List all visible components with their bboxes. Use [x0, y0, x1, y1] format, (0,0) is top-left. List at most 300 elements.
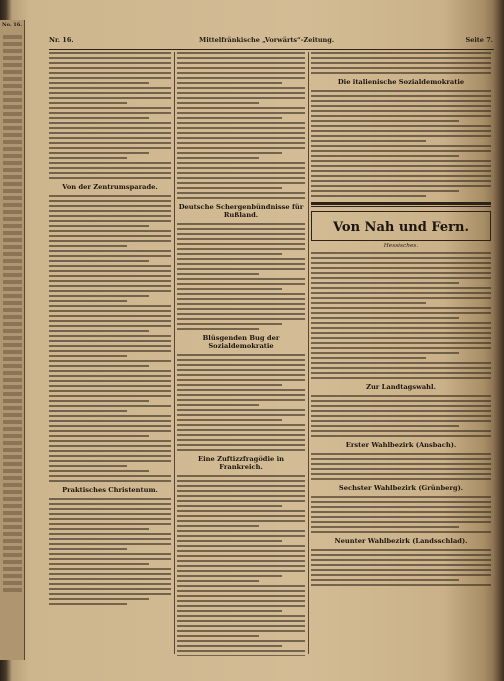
- text-line: [177, 520, 305, 522]
- text-line: [311, 175, 491, 177]
- previous-page-edge: [0, 20, 25, 660]
- headline-sozialdemokratie: Blüsgenden Bug der Sozialdemokratie: [202, 334, 280, 350]
- text-line: [177, 480, 305, 482]
- text-line: [3, 518, 22, 522]
- section-banner: [311, 211, 491, 241]
- text-line: [311, 559, 491, 561]
- text-line: [49, 543, 171, 545]
- text-line: [177, 132, 305, 134]
- page-curl-shadow: [494, 0, 504, 681]
- article-text: [311, 496, 491, 533]
- text-line: [177, 303, 305, 305]
- text-line: [3, 511, 22, 515]
- text-line: [3, 329, 22, 333]
- text-line: [49, 598, 149, 600]
- text-line: [49, 583, 171, 585]
- text-line: [3, 287, 22, 291]
- text-line: [177, 258, 305, 260]
- text-line: [3, 259, 22, 263]
- text-line: [177, 510, 305, 512]
- text-line: [177, 384, 282, 386]
- text-line: [311, 458, 491, 460]
- text-line: [3, 490, 22, 494]
- text-line: [311, 453, 491, 455]
- headline-italienische-sozialdemokratie: Die italienische Sozialdemokratie: [337, 78, 465, 86]
- text-line: [49, 137, 171, 139]
- text-line: [177, 308, 305, 310]
- text-line: [177, 77, 305, 79]
- text-line: [311, 307, 491, 309]
- headline-neunter-wahlbezirk: Neunter Wahlbezirk (Landsschlad).: [334, 537, 468, 545]
- text-line: [49, 455, 171, 457]
- text-line: [177, 187, 282, 189]
- text-line: [3, 504, 22, 508]
- text-line: [49, 573, 171, 575]
- text-line: [177, 610, 282, 612]
- text-line: [3, 77, 22, 81]
- text-line: [49, 210, 171, 212]
- text-line: [49, 518, 171, 520]
- text-line: [49, 152, 149, 154]
- text-line: [49, 305, 171, 307]
- text-line: [177, 419, 282, 421]
- text-line: [3, 539, 22, 543]
- newspaper-page: [27, 14, 497, 664]
- text-line: [3, 126, 22, 130]
- text-line: [49, 310, 171, 312]
- text-line: [177, 535, 305, 537]
- text-line: [311, 496, 491, 498]
- text-line: [177, 233, 305, 235]
- text-line: [3, 483, 22, 487]
- text-line: [177, 87, 305, 89]
- text-line: [311, 425, 459, 427]
- article-text: [311, 549, 491, 586]
- column-divider: [174, 52, 175, 654]
- text-line: [49, 355, 127, 357]
- text-line: [177, 102, 259, 104]
- text-line: [177, 323, 282, 325]
- text-line: [311, 574, 491, 576]
- text-line: [311, 435, 491, 437]
- text-line: [3, 175, 22, 179]
- text-line: [3, 84, 22, 88]
- text-line: [177, 293, 305, 295]
- text-line: [49, 290, 171, 292]
- text-line: [177, 117, 282, 119]
- text-line: [3, 413, 22, 417]
- text-line: [3, 476, 22, 480]
- text-line: [3, 70, 22, 74]
- text-line: [49, 523, 171, 525]
- column-3: [311, 52, 491, 656]
- text-line: [177, 505, 282, 507]
- text-line: [177, 268, 305, 270]
- text-line: [177, 490, 305, 492]
- article-text: [311, 252, 491, 379]
- text-line: [49, 240, 171, 242]
- text-line: [177, 399, 305, 401]
- text-line: [49, 320, 171, 322]
- text-line: [49, 568, 171, 570]
- text-line: [49, 445, 171, 447]
- text-line: [3, 315, 22, 319]
- article-text: [311, 453, 491, 480]
- section-rule: [311, 202, 491, 205]
- text-line: [3, 189, 22, 193]
- text-line: [177, 650, 305, 652]
- text-line: [177, 625, 305, 627]
- text-line: [3, 217, 22, 221]
- text-line: [311, 579, 459, 581]
- text-line: [311, 342, 491, 344]
- text-line: [3, 574, 22, 578]
- text-line: [49, 350, 171, 352]
- text-line: [3, 266, 22, 270]
- text-line: [3, 98, 22, 102]
- text-line: [177, 545, 305, 547]
- text-line: [311, 501, 491, 503]
- article-text: [311, 90, 491, 197]
- text-line: [311, 160, 491, 162]
- text-line: [177, 142, 305, 144]
- text-line: [311, 516, 491, 518]
- text-line: [177, 640, 305, 642]
- text-line: [49, 122, 171, 124]
- text-line: [49, 205, 171, 207]
- text-line: [177, 92, 305, 94]
- text-line: [177, 369, 305, 371]
- text-line: [177, 62, 305, 64]
- text-line: [49, 553, 171, 555]
- text-line: [311, 52, 491, 54]
- text-line: [49, 97, 171, 99]
- text-line: [311, 145, 491, 147]
- text-line: [3, 252, 22, 256]
- text-line: [49, 593, 171, 595]
- text-line: [49, 62, 171, 64]
- article-text: [177, 52, 305, 199]
- text-line: [3, 385, 22, 389]
- text-line: [177, 328, 259, 330]
- text-line: [311, 511, 491, 513]
- text-line: [177, 67, 305, 69]
- text-line: [311, 327, 491, 329]
- text-line: [3, 133, 22, 137]
- text-line: [311, 317, 459, 319]
- text-line: [177, 197, 305, 199]
- text-line: [311, 57, 491, 59]
- text-line: [3, 343, 22, 347]
- text-line: [3, 35, 22, 39]
- text-line: [49, 172, 171, 174]
- text-line: [49, 235, 171, 237]
- column-1: [49, 52, 171, 656]
- text-line: [49, 340, 171, 342]
- text-line: [177, 414, 305, 416]
- text-line: [311, 282, 459, 284]
- text-line: [177, 655, 305, 656]
- text-line: [311, 120, 459, 122]
- section-title-von-nah-und-fern: Von Nah und Fern.: [333, 220, 469, 235]
- text-line: [311, 135, 491, 137]
- text-line: [49, 435, 149, 437]
- text-line: [177, 570, 305, 572]
- text-line: [311, 180, 491, 182]
- text-line: [311, 569, 491, 571]
- text-line: [311, 150, 491, 152]
- text-line: [311, 267, 491, 269]
- text-line: [49, 72, 171, 74]
- page-header: [49, 36, 497, 48]
- text-line: [49, 465, 127, 467]
- text-line: [177, 475, 305, 477]
- text-line: [311, 262, 491, 264]
- text-line: [49, 200, 171, 202]
- text-line: [49, 167, 171, 169]
- text-line: [311, 352, 459, 354]
- text-line: [3, 560, 22, 564]
- text-line: [177, 82, 282, 84]
- text-line: [3, 532, 22, 536]
- text-line: [311, 105, 491, 107]
- text-line: [177, 404, 259, 406]
- text-line: [49, 87, 171, 89]
- text-line: [177, 364, 305, 366]
- text-line: [311, 170, 491, 172]
- text-line: [177, 550, 305, 552]
- column-2: [177, 52, 305, 656]
- text-line: [177, 585, 305, 587]
- text-line: [49, 603, 127, 605]
- text-line: [311, 257, 491, 259]
- text-line: [311, 277, 491, 279]
- text-line: [3, 105, 22, 109]
- text-line: [177, 525, 259, 527]
- text-line: [311, 90, 491, 92]
- text-line: [177, 238, 305, 240]
- text-line: [177, 359, 305, 361]
- text-line: [311, 357, 426, 359]
- text-line: [177, 318, 305, 320]
- text-line: [49, 52, 171, 54]
- text-line: [311, 155, 459, 157]
- text-line: [3, 336, 22, 340]
- text-line: [311, 322, 491, 324]
- text-line: [3, 154, 22, 158]
- text-line: [49, 415, 171, 417]
- text-line: [177, 620, 305, 622]
- text-line: [311, 367, 491, 369]
- text-line: [49, 475, 171, 477]
- text-line: [49, 563, 149, 565]
- text-line: [177, 354, 305, 356]
- article-text: [49, 498, 171, 605]
- text-line: [311, 100, 491, 102]
- text-line: [311, 415, 491, 417]
- text-line: [177, 605, 305, 607]
- text-line: [49, 588, 171, 590]
- text-line: [177, 635, 259, 637]
- text-line: [3, 245, 22, 249]
- text-line: [311, 405, 491, 407]
- text-line: [49, 285, 171, 287]
- text-line: [49, 450, 171, 452]
- text-line: [311, 332, 491, 334]
- text-line: [311, 410, 491, 412]
- text-line: [177, 515, 305, 517]
- subsection-hessisches: Hessisches.: [383, 243, 419, 249]
- text-line: [177, 192, 305, 194]
- text-line: [311, 521, 491, 523]
- text-line: [311, 526, 459, 528]
- text-line: [311, 195, 426, 197]
- text-line: [177, 57, 305, 59]
- text-line: [3, 301, 22, 305]
- text-line: [311, 252, 491, 254]
- text-line: [49, 480, 171, 482]
- text-line: [49, 558, 171, 560]
- text-line: [177, 495, 305, 497]
- text-line: [311, 125, 491, 127]
- text-line: [49, 250, 171, 252]
- text-line: [311, 287, 491, 289]
- text-line: [49, 533, 171, 535]
- text-line: [311, 564, 491, 566]
- text-line: [3, 56, 22, 60]
- text-line: [311, 297, 491, 299]
- text-line: [49, 360, 171, 362]
- text-line: [49, 265, 171, 267]
- text-line: [177, 389, 305, 391]
- text-line: [311, 506, 491, 508]
- text-line: [3, 434, 22, 438]
- text-line: [3, 161, 22, 165]
- text-line: [311, 468, 491, 470]
- text-line: [49, 390, 171, 392]
- previous-page-label: No. 16.: [2, 22, 22, 28]
- text-line: [49, 440, 171, 442]
- text-line: [49, 503, 171, 505]
- text-line: [3, 462, 22, 466]
- text-line: [3, 231, 22, 235]
- headline-sechster-wahlbezirk: Sechster Wahlbezirk (Grünberg).: [338, 484, 464, 492]
- text-line: [177, 228, 305, 230]
- text-line: [3, 203, 22, 207]
- headline-landtagswahl: Zur Landtagswahl.: [366, 383, 436, 391]
- column-divider: [308, 52, 309, 654]
- text-line: [49, 548, 127, 550]
- text-line: [177, 278, 305, 280]
- text-line: [177, 449, 305, 451]
- text-line: [311, 95, 491, 97]
- text-line: [311, 272, 491, 274]
- text-line: [177, 500, 305, 502]
- text-line: [3, 427, 22, 431]
- headline-erster-wahlbezirk: Erster Wahlbezirk (Ansbach).: [345, 441, 457, 449]
- text-line: [311, 312, 491, 314]
- text-line: [49, 400, 149, 402]
- text-line: [177, 444, 305, 446]
- text-line: [177, 122, 305, 124]
- text-line: [3, 308, 22, 312]
- text-line: [49, 538, 171, 540]
- text-line: [177, 565, 305, 567]
- text-line: [3, 49, 22, 53]
- text-line: [49, 528, 149, 530]
- text-line: [311, 478, 491, 480]
- text-line: [3, 182, 22, 186]
- text-line: [49, 77, 171, 79]
- text-line: [177, 152, 282, 154]
- text-line: [311, 549, 491, 551]
- text-line: [49, 330, 149, 332]
- text-line: [177, 379, 305, 381]
- text-line: [311, 190, 459, 192]
- text-line: [177, 263, 305, 265]
- text-line: [177, 600, 305, 602]
- text-line: [311, 372, 491, 374]
- text-line: [3, 553, 22, 557]
- text-line: [311, 72, 491, 74]
- text-line: [177, 374, 305, 376]
- text-line: [177, 157, 259, 159]
- text-line: [49, 385, 171, 387]
- text-line: [177, 52, 305, 54]
- text-line: [311, 554, 491, 556]
- text-line: [177, 112, 305, 114]
- text-line: [3, 378, 22, 382]
- text-line: [49, 370, 171, 372]
- text-line: [177, 580, 259, 582]
- text-line: [49, 380, 171, 382]
- text-line: [3, 588, 22, 592]
- text-line: [3, 294, 22, 298]
- text-line: [49, 410, 127, 412]
- text-line: [3, 420, 22, 424]
- text-line: [49, 513, 171, 515]
- text-line: [311, 531, 491, 533]
- text-line: [49, 127, 171, 129]
- text-line: [177, 485, 305, 487]
- text-line: [49, 177, 171, 179]
- text-line: [177, 248, 305, 250]
- text-line: [177, 167, 305, 169]
- text-line: [3, 224, 22, 228]
- text-line: [49, 57, 171, 59]
- article-text: [177, 223, 305, 330]
- text-line: [177, 540, 282, 542]
- text-line: [49, 117, 149, 119]
- headline-justiztragoedie: Eine Zuftizzfragödie in Frankreich.: [197, 455, 284, 471]
- text-line: [49, 460, 171, 462]
- text-line: [49, 230, 171, 232]
- text-line: [49, 295, 149, 297]
- text-line: [311, 377, 491, 379]
- text-line: [49, 215, 171, 217]
- text-line: [3, 238, 22, 242]
- text-line: [177, 243, 305, 245]
- text-line: [177, 575, 282, 577]
- text-line: [49, 365, 149, 367]
- text-line: [49, 405, 171, 407]
- section-rule: [311, 206, 491, 207]
- text-line: [177, 595, 305, 597]
- text-line: [177, 283, 305, 285]
- text-line: [3, 469, 22, 473]
- text-line: [311, 430, 491, 432]
- text-line: [49, 255, 171, 257]
